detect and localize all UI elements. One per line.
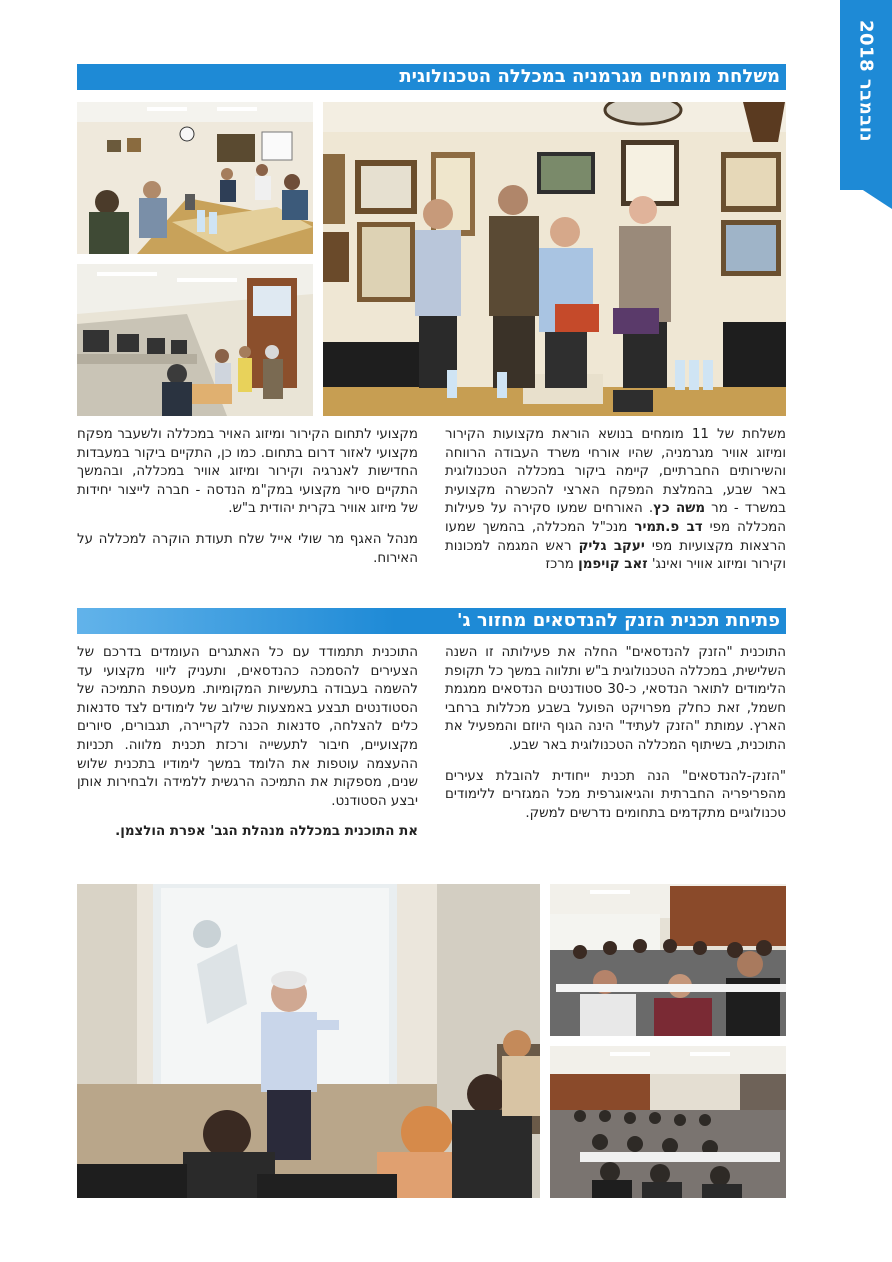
section-1-paragraph-3: מנהל האגף מר שולי אייל שלח תעודת הוקרה למכללה על האירוח.	[77, 531, 418, 566]
section-1-paragraph-1	[445, 426, 786, 575]
photo-lecturer	[77, 884, 540, 1198]
section-2-paragraph-3: התוכנית תתמודד עם כל האתגרים העומדים בדרכם של הצעירים להסמכה כהנדסאים, ותעניק ליווי מקצועי עד להשמה בעבודה בתעשיות המקומיות. מעטפת התמיכה של הסטודנטים תבצע באמצעות שילוב של לימודים לצד סדנאות כלים להצלחה, סדנאות הכנה לקריירה, תגבורים, סיורים מקצועיים, חיבור לתעשייה ורכזת תכנית מלווה. תכניות ההעצמה עוטפות את הלומד במשך לימודיו בתכנית שלוש שנים, מספקות את התמיכה הרגשית ללמידה ולבחירות אותן יבצע הסטודנט.	[77, 645, 418, 809]
text-run: מנכ"ל המכללה, בהמשך שמעו הרצאות מקצועיות מפי	[445, 519, 787, 554]
section-1-title: משלחת מומחים מגרמניה במכללה הטכנולוגית	[77, 64, 786, 90]
photo-delegation-group	[323, 102, 786, 416]
section-1-paragraph-2: מקצועי לתחום הקירור ומיזוג האויר במכללה ולשעבר מפקח מקצועי לאזור דרום בתחום. כמו כן, התקיים ביקור במעבדות החדישות לאנרגיה וקירור ומיזוג אוויר במכללה, ובהמשך התקיים סיור מקצועי במק"מ הנדסה - חברה לייצור יחידות של מיזוג אוויר בקרית יהודית ב"ש.	[77, 427, 418, 517]
section-1-right-column	[445, 426, 786, 587]
month-label: נובמבר 2018	[855, 19, 877, 143]
section-2-paragraph-2: "הזנק-להנדסאים" הנה תכנית ייחודית להובלת צעירים מהפריפריה החברתית והגיאוגרפית מכל המגזרים ללימודים טכנולוגיים מתקדמים בתחומים נדרשים למשק.	[445, 768, 786, 821]
photo-meeting-room	[77, 102, 313, 254]
program-manager-line: את התוכנית במכללה מנהלת הגב' אפרת הולצמן.	[115, 824, 418, 840]
text-run: ראש המגמה למכונות וקירור ומיזוג אוויר ואינג'	[445, 538, 786, 573]
name-moshe-katz: משה כץ	[653, 501, 706, 517]
text-run: מרכז	[545, 557, 579, 573]
photo-students-class-1	[550, 884, 786, 1036]
name-zeev-koifman: זאב קויפמן	[578, 557, 648, 573]
section-2-left-column	[77, 644, 418, 854]
section-2-title: פתיחת תכנית הזנק להנדסאים מחזור ג'	[77, 608, 786, 634]
text-run: משלחת של 11 מומחים בנושא הוראת מקצועות הקירור ומיזוג אוויר מגרמניה, שהיו אורחי משרד העבודה הרווחה והשירותים החברתיים, קיימה ביקור במכללה הטכנולוגית באר שבע, בהמלצת המפקח הארצי להכשרה מקצועית במשרד - מר	[445, 427, 786, 517]
text-run: . האורחים שמעו סקירה על פעילות המכללה מפי	[445, 501, 786, 535]
section-2-paragraph-4	[77, 823, 418, 842]
section-2-right-column	[445, 644, 786, 835]
month-tab-fold	[840, 175, 892, 209]
section-2-paragraph-1: התוכנית "הזנק להנדסאים" החלה את פעילותה זו השנה השלישית, במכללה הטכנולוגית ב"ש ותלווה במשך כל תקופת הלימודים לתואר הנדסאי, כ-30 סטודנטים הנדסאים ממגמת חשמל, זאת כחלק מפרויקט הפועל בשבע מכללות ברחבי הארץ. עמותת "הזנק לעתיד" הינה הגוף היוזם והמפעיל את התוכנית, בשיתוף המכללה הטכנולוגית באר שבע.	[445, 645, 786, 753]
name-yaakov-glick: יעקב גליק	[578, 538, 645, 554]
photo-students-class-2	[550, 1046, 786, 1198]
photo-lab-visit	[77, 264, 313, 416]
section-1-left-column	[77, 426, 418, 580]
name-dov-tamir: דב פ.תמיר	[634, 519, 703, 535]
month-tab	[840, 0, 892, 190]
